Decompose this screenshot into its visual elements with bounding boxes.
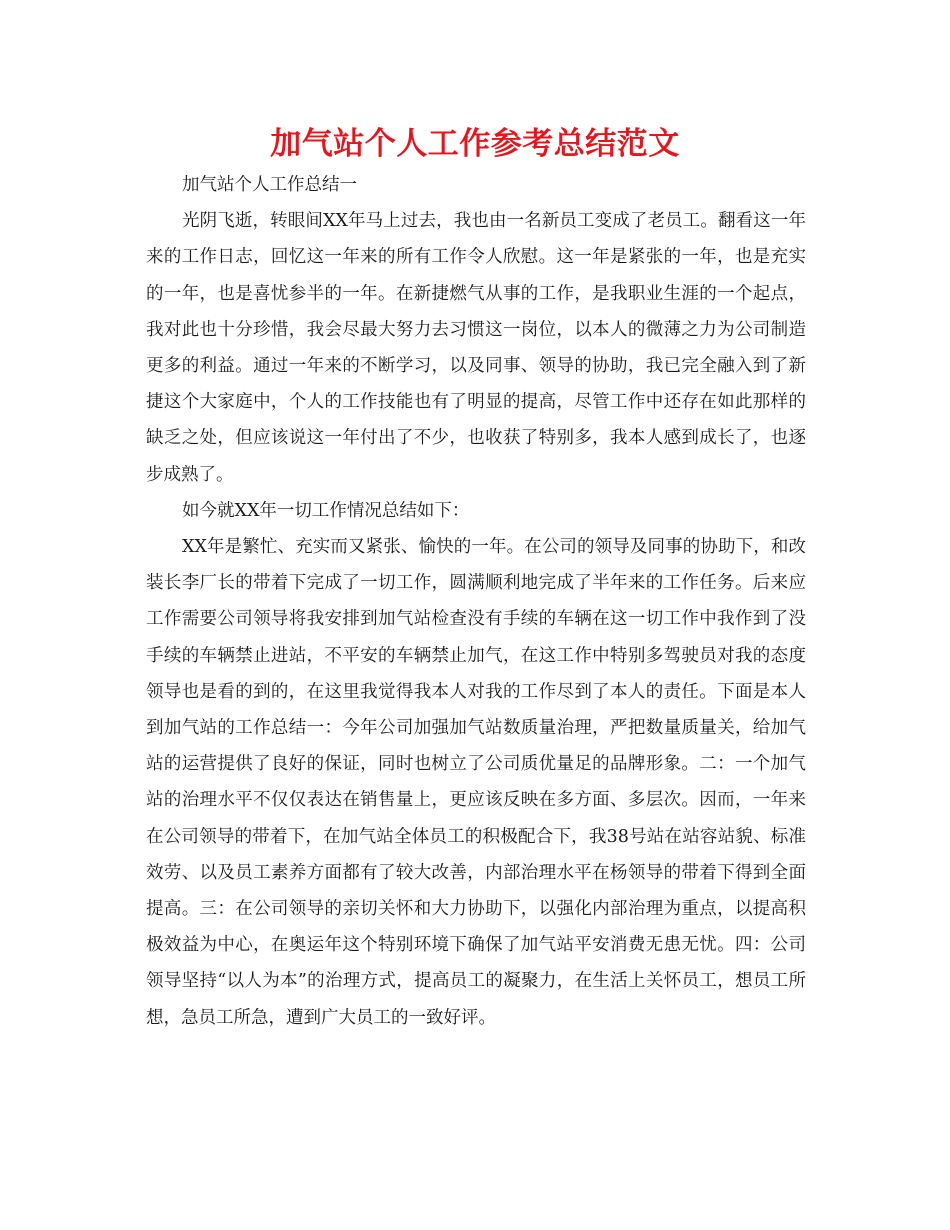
document-title: 加气站个人工作参考总结范文: [270, 126, 680, 162]
body-paragraph: XX年是繁忙、充实而又紧张、愉快的一年。在公司的领导及同事的协助下，和改装长李厂长的带着下完成了一切工作，圆满顺利地完成了半年来的工作任务。后来应工作需要公司领导将我安排到加气站检查没有手续的车辆在这一切工作中我作到了没手续的车辆禁止进站，不平安的车辆禁止加气，在这工作中特别多驾驶员对我的态度领导也是看的到的，在这里我觉得我本人对我的工作尽到了本人的责任。下面是本人到加气站的工作总结一：今年公司加强加气站数质量治理，严把数量质量关，给加气站的运营提供了良好的保证，同时也树立了公司质优量足的品牌形象。二：一个加气站的治理水平不仅仅表达在销售量上，更应该反映在多方面、多层次。因而，一年来在公司领导的带着下，在加气站全体员工的积极配合下，我38号站在站容站貌、标准效劳、以及员工素养方面都有了较大改善，内部治理水平在杨领导的带着下得到全面提高。三：在公司领导的亲切关怀和大力协助下，以强化内部治理为重点，以提高积极效益为中心，在奥运年这个特别环境下确保了加气站平安消费无患无忧。四：公司领导坚持“以人为本”的治理方式，提高员工的凝聚力，在生活上关怀员工，想员工所想，急员工所急，遭到广大员工的一致好评。: [146, 537, 806, 1028]
document-body: [146, 167, 806, 1036]
section-heading: 加气站个人工作总结一: [182, 175, 357, 195]
body-paragraph: 光阴飞逝，转眼间XX年马上过去，我也由一名新员工变成了老员工。翻看这一年来的工作日志，回忆这一年来的所有工作令人欣慰。这一年是紧张的一年，也是充实的一年，也是喜忧参半的一年。在新捷燃气从事的工作，是我职业生涯的一个起点，我对此也十分珍惜，我会尽最大努力去习惯这一岗位，以本人的微薄之力为公司制造更多的利益。通过一年来的不断学习，以及同事、领导的协助，我已完全融入到了新捷这个大家庭中，个人的工作技能也有了明显的提高，尽管工作中还存在如此那样的缺乏之处，但应该说这一年付出了不少，也收获了特别多，我本人感到成长了，也逐步成熟了。: [146, 211, 806, 485]
body-paragraph: 如今就XX年一切工作情况总结如下：: [182, 500, 470, 521]
